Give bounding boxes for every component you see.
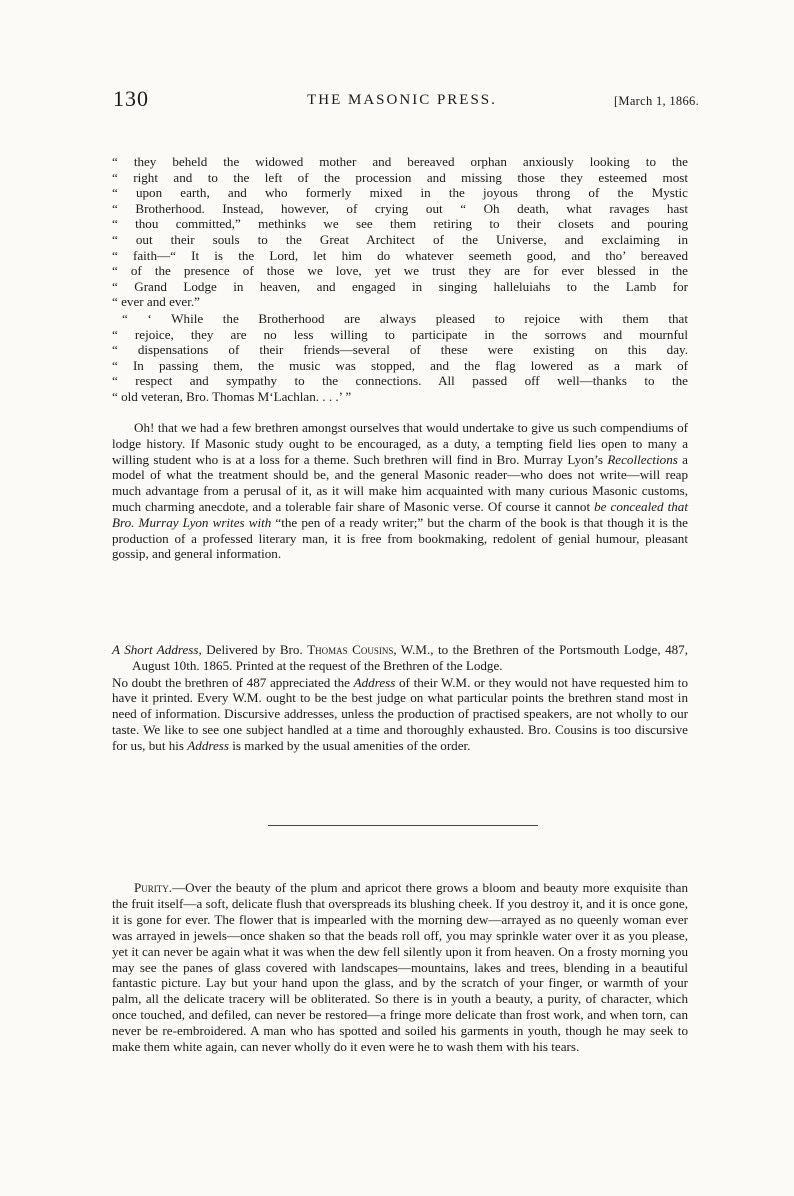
text-run: No doubt the brethren of 487 appreciated the bbox=[112, 674, 354, 690]
commentary-paragraph bbox=[112, 420, 688, 562]
page-number: 130 bbox=[113, 86, 149, 111]
quote-passage-1 bbox=[112, 154, 688, 310]
quote-line: “ thou committed,” methinks we see them retiring to their closets and pouring bbox=[112, 216, 688, 232]
text-run: of their W.M. or they would not have requested him to have it printed. Every W.M. ought to be the best judge on what particular points the brethren stand most in need of information. Discursive addresses, unless the production of practised speakers, are not wholly to our taste. We like to see one subject handled at a time and thoroughly exhausted. Bro. Cousins is too discursive for us, but his bbox=[112, 674, 688, 753]
quote-passage-2 bbox=[122, 311, 688, 327]
quote-line: “ they beheld the widowed mother and bereaved orphan anxiously looking to the bbox=[112, 154, 688, 169]
review-author: Thomas Cousins bbox=[307, 642, 394, 657]
text-run: —Over the beauty of the plum and apricot there grows a bloom and beauty more exquisite than the fruit itself—a soft, delicate flush that overspreads its blushing cheek. If you destroy it, and it is once gone, it is gone for ever. The flower that is impearled with the morning dew—arrayed as no queenly woman ever was arrayed in jewels—once shaken so that the beads roll off, you may sprinkle water over it as you please, yet it can never be again what it was when the dew fell silently upon it from heaven. On a frosty morning you may see the panes of glass covered with landscapes—mountains, lakes and trees, blending in a beautiful fantastic picture. Lay but your hand upon the glass, and by the scratch of your finger, or warmth of your palm, all the delicate tracery will be obliterated. So there is in youth a beauty, a purity, of character, which once touched, and defiled, can never be restored—a fringe more delicate than frost work, and when torn, can never be re-embroidered. A man who has spotted and soiled his garments in youth, though he may seek to make them white again, can never wholly do it even were he to wash them with his tears. bbox=[112, 880, 688, 1055]
purity-heading: Purity. bbox=[134, 880, 173, 895]
emphasis-text: be concealed that Bro. Murray Lyon writes with bbox=[112, 498, 688, 530]
review-title bbox=[112, 642, 688, 674]
quote-line: “ upon earth, and who formerly mixed in the joyous throng of the Mystic bbox=[112, 185, 688, 201]
issue-date: [March 1, 1866. bbox=[613, 94, 699, 108]
quote-line: “ Grand Lodge in heaven, and engaged in singing halleluiahs to the Lamb for bbox=[112, 278, 688, 294]
quote-passage-2-cont bbox=[112, 327, 688, 405]
review-book-title: A Short Address bbox=[112, 642, 199, 657]
quote-line: “ rejoice, they are no less willing to participate in the sorrows and mournful bbox=[112, 326, 688, 342]
text-run: , Delivered by Bro. bbox=[198, 642, 308, 657]
text-run: “the pen of a ready writer;” but the charm of the book is that though it is the production of a professed literary man, it is free from bookmaking, redolent of genial humour, pleasant gossip, and general information. bbox=[112, 514, 688, 562]
text-run: , W.M., to the Brethren of the Portsmouth Lodge, 487, August 10th. 1865. Printed at the request of the Brethren of the Lodge. bbox=[132, 642, 688, 673]
page-header bbox=[113, 86, 699, 118]
text-run: Oh! that we had a few brethren amongst ourselves that would undertake to give us such compendiums of lodge history. If Masonic study ought to be encouraged, as a duty, a tempting field lies open to many a willing student who is at a loss for a theme. Such brethren will find in Bro. Murray Lyon’s bbox=[112, 420, 688, 467]
review-body bbox=[112, 675, 688, 754]
quote-line: “ respect and sympathy to the connections. All passed off well—thanks to the bbox=[112, 373, 688, 389]
quote-line: “ ever and ever.” bbox=[112, 294, 200, 310]
book-title: Recollections bbox=[607, 451, 678, 467]
quote-line: “ old veteran, Bro. Thomas M‘Lachlan. . . .’ ” bbox=[112, 388, 352, 404]
paragraph-text bbox=[112, 420, 688, 562]
quote-line: “ faith—“ It is the Lord, let him do whatever seemeth good, and tho’ bereaved bbox=[112, 247, 688, 263]
quote-line: “ right and to the left of the procession and missing those they esteemed most bbox=[112, 169, 688, 185]
text-run: a model of what the treatment should be, and the general Masonic reader—who does not write—will reap much advantage from a perusal of it, as it will make him acquainted with many curious Masonic customs, much charming anecdote, and a tolerable fair share of Masonic verse. Of course it cannot bbox=[112, 451, 688, 514]
text-run: is marked by the usual amenities of the order. bbox=[229, 737, 471, 753]
quote-line: “ of the presence of those we love, yet we trust they are for ever blessed in the bbox=[112, 263, 688, 279]
quote-line: “ dispensations of their friends—several of these were existing on this day. bbox=[112, 342, 688, 358]
emphasis-text: Address bbox=[353, 674, 396, 690]
quote-line: “ out their souls to the Great Architect of the Universe, and exclaiming in bbox=[112, 231, 688, 247]
purity-text bbox=[112, 880, 688, 1055]
quote-line: “ ‘ While the Brotherhood are always pleased to rejoice with them that bbox=[122, 311, 688, 326]
section-divider bbox=[268, 825, 538, 826]
quote-line: “ Brotherhood. Instead, however, of crying out “ Oh death, what ravages hast bbox=[112, 200, 688, 216]
emphasis-text: Address bbox=[187, 737, 230, 753]
purity-article bbox=[112, 880, 688, 1055]
running-title: THE MASONIC PRESS. bbox=[307, 92, 497, 108]
book-review bbox=[112, 642, 688, 754]
quote-line: “ In passing them, the music was stopped, and the flag lowered as a mark of bbox=[112, 357, 688, 373]
